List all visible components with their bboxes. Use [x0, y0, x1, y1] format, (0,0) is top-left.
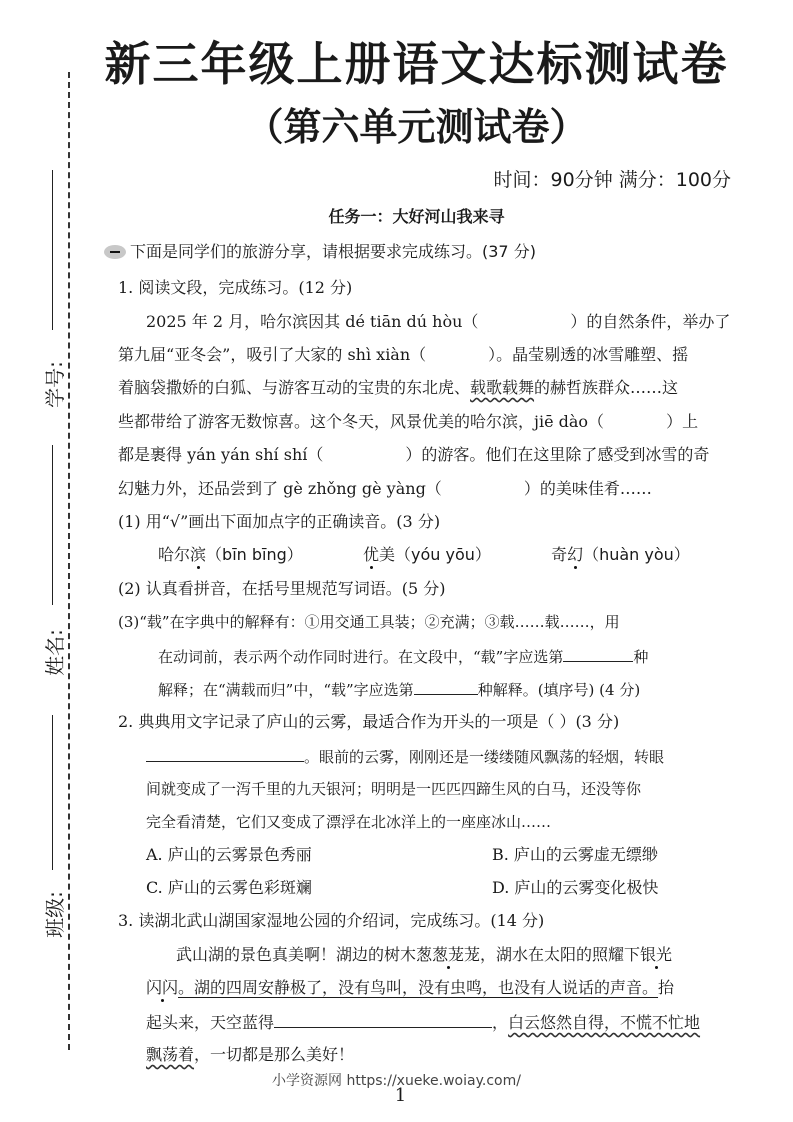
name-label: 姓名: — [42, 629, 67, 676]
q3-para-line4: 飘荡着，一切都是那么美好！ — [146, 1045, 355, 1064]
q1-para-line6: 幻魅力外，还品尝到了 gè zhǒng gè yàng（ ）的美味佳肴…… — [118, 479, 652, 498]
q3-title: 3. 读湖北武山湖国家湿地公园的介绍词，完成练习。(14 分) — [118, 911, 545, 930]
q1-pinyin-options — [158, 544, 690, 566]
q2-option-a[interactable]: A. 庐山的云雾景色秀丽 — [146, 845, 312, 864]
page-subtitle: （第六单元测试卷） — [245, 105, 588, 149]
q2-option-c[interactable]: C. 庐山的云雾色彩斑斓 — [146, 878, 312, 897]
class-label: 班级: — [42, 891, 67, 938]
q2-title: 2. 典典用文字记录了庐山的云雾，最适合作为开头的一项是（ ）(3 分) — [118, 712, 620, 731]
student-id-blank[interactable] — [52, 170, 53, 330]
q2-para-line3: 完全看清楚，它们又变成了漂浮在北冰洋上的一座座冰山…… — [146, 813, 552, 831]
q1-sub3-line2: 在动词前，表示两个动作同时进行。在文段中，“载”字应选第 种 — [158, 645, 648, 668]
name-blank[interactable] — [52, 445, 53, 605]
task-heading: 任务一：大好河山我来寻 — [328, 207, 505, 226]
q1-sub3-line3: 解释；在“满载而归”中，“载”字应选第 种解释。(填序号) (4 分) — [158, 678, 640, 701]
section-one-badge-icon — [104, 245, 126, 259]
answer-blank[interactable] — [274, 1011, 492, 1028]
answer-blank[interactable] — [563, 645, 633, 662]
q2-para-line2: 间就变成了一泻千里的九天银河；明明是一匹匹四蹄生风的白马，还没等你 — [146, 780, 642, 798]
student-id-label: 学号: — [42, 361, 67, 408]
q2-option-d[interactable]: D. 庐山的云雾变化极快 — [492, 878, 659, 897]
option-youmei[interactable]: 优美（yóu yōu） — [362, 545, 491, 564]
q1-para-line2: 第九届“亚冬会”，吸引了大家的 shì xiàn（ ）。晶莹剔透的冰雪雕塑、摇 — [118, 345, 689, 364]
page-number: 1 — [394, 1085, 407, 1106]
q1-sub1: (1) 用“√”画出下面加点字的正确读音。(3 分) — [118, 512, 441, 531]
q1-title: 1. 阅读文段，完成练习。(12 分) — [118, 278, 353, 297]
q3-para-line1: 武山湖的景色真美啊！湖边的树木葱葱茏茏，湖水在太阳的照耀下银光 — [176, 945, 673, 964]
page-title: 新三年级上册语文达标测试卷 — [104, 37, 729, 91]
time-info: 时间：90分钟 满分：100分 — [493, 169, 731, 191]
class-blank[interactable] — [52, 715, 53, 870]
q1-para-line3: 着脑袋撒娇的白狐、与游客互动的宝贵的东北虎、载歌载舞的赫哲族群众……这 — [118, 378, 679, 397]
q3-para-line2: 闪闪。湖的四周安静极了，没有鸟叫，没有虫鸣，也没有人说话的声音。抬 — [146, 978, 675, 997]
section-heading: 下面是同学们的旅游分享，请根据要求完成练习。(37 分) — [104, 241, 536, 263]
option-qihuan[interactable]: 奇幻（huàn yòu） — [551, 545, 690, 564]
q2-para-line1: 。眼前的云雾，刚刚还是一缕缕随风飘荡的轻烟，转眼 — [146, 745, 664, 768]
answer-blank[interactable] — [414, 678, 478, 695]
answer-blank[interactable] — [146, 745, 304, 762]
q1-sub3-line1: (3)“载”在字典中的解释有：①用交通工具装；②充满；③载……载……，用 — [118, 613, 620, 631]
q1-sub2: (2) 认真看拼音，在括号里规范写词语。(5 分) — [118, 579, 446, 598]
q1-para-line4: 些都带给了游客无数惊喜。这个冬天，风景优美的哈尔滨，jiē dào（ ）上 — [118, 412, 699, 431]
option-harbin[interactable]: 哈尔滨（bīn bīng） — [158, 545, 303, 564]
q1-para-line1: 2025 年 2 月，哈尔滨因其 dé tiān dú hòu（ ）的自然条件，举办了 — [146, 312, 731, 331]
q3-para-line3: 起头来，天空蓝得 ，白云悠然自得，不慌不忙地 — [146, 1013, 701, 1032]
q2-option-b[interactable]: B. 庐山的云雾虚无缥缈 — [492, 845, 658, 864]
q1-para-line5: 都是裹得 yán yán shí shí（ ）的游客。他们在这里除了感受到冰雪的奇 — [118, 445, 710, 464]
footer-site: 小学资源网 https://xueke.woiay.com/ — [272, 1073, 521, 1089]
